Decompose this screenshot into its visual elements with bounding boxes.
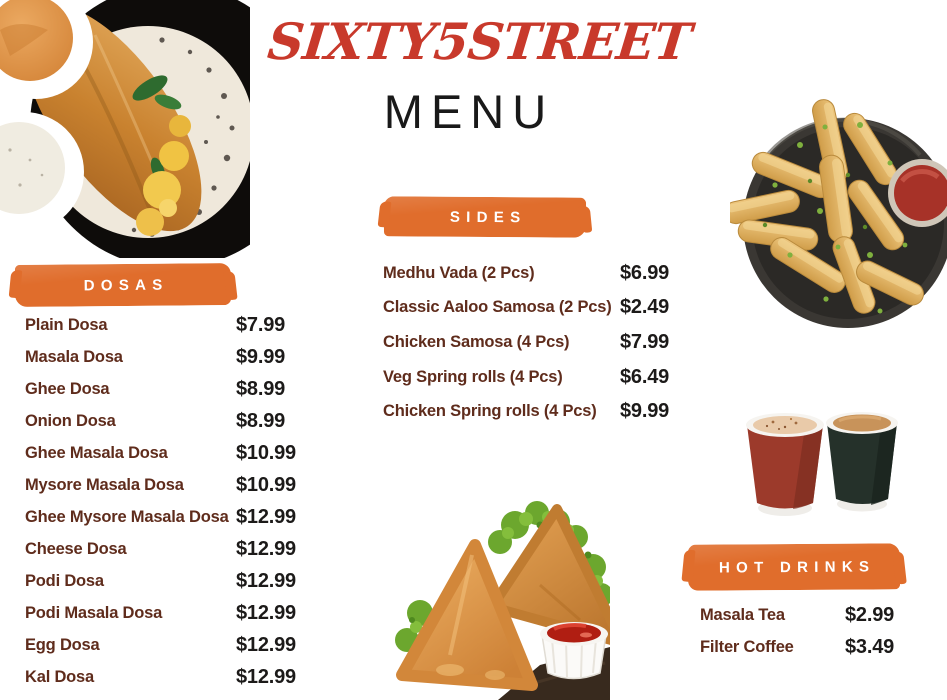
item-price: $12.99 xyxy=(236,633,296,656)
menu-item-row xyxy=(25,565,296,597)
menu-item-row xyxy=(383,360,669,395)
item-price: $12.99 xyxy=(236,601,296,624)
menu-item-row xyxy=(25,373,296,405)
menu-item-row xyxy=(700,631,894,663)
item-price: $10.99 xyxy=(236,441,296,464)
item-price: $8.99 xyxy=(236,409,286,432)
menu-item-row xyxy=(25,533,296,565)
menu-item-row xyxy=(25,309,296,341)
item-name: Ghee Dosa xyxy=(25,379,110,398)
item-name: Mysore Masala Dosa xyxy=(25,475,184,494)
brand-title: SIXTY5STREET xyxy=(264,12,694,71)
section-title-dosas: DOSAS xyxy=(83,276,169,294)
item-name: Podi Masala Dosa xyxy=(25,603,163,622)
item-name: Masala Dosa xyxy=(25,347,123,366)
item-name: Podi Dosa xyxy=(25,571,104,590)
item-price: $2.99 xyxy=(845,603,895,626)
item-price: $12.99 xyxy=(236,665,296,688)
item-name: Classic Aaloo Samosa (2 Pcs) xyxy=(383,298,612,317)
menu-item-row xyxy=(25,661,296,693)
item-price: $3.49 xyxy=(845,635,895,658)
item-name: Masala Tea xyxy=(700,605,785,624)
menu-item-row xyxy=(25,597,296,629)
ketchup-ramekin xyxy=(540,622,608,679)
menu-item-row xyxy=(25,341,296,373)
section-title-hot-drinks: HOT DRINKS xyxy=(718,557,876,577)
menu-item-row xyxy=(700,599,894,631)
section-title-sides: SIDES xyxy=(449,208,527,226)
item-price: $12.99 xyxy=(236,505,296,528)
item-price: $12.99 xyxy=(236,537,296,560)
item-name: Veg Spring rolls (4 Pcs) xyxy=(383,367,563,386)
item-name: Egg Dosa xyxy=(25,635,100,654)
spring-rolls-photo xyxy=(730,85,947,345)
item-price: $9.99 xyxy=(620,400,670,423)
item-name: Medhu Vada (2 Pcs) xyxy=(383,263,535,282)
menu-item-row xyxy=(383,291,669,326)
item-price: $6.49 xyxy=(620,365,670,388)
item-name: Ghee Mysore Masala Dosa xyxy=(25,507,229,526)
dosas-list xyxy=(25,309,296,693)
masala-tea-cup xyxy=(746,413,824,516)
item-price: $8.99 xyxy=(236,377,286,400)
menu-item-row xyxy=(383,256,669,291)
hot-drinks-photo xyxy=(735,395,900,520)
section-banner-dosas xyxy=(15,263,231,307)
sides-list xyxy=(383,256,669,429)
item-price: $7.99 xyxy=(236,313,286,336)
menu-item-row xyxy=(383,325,669,360)
menu-item-row xyxy=(383,394,669,429)
item-price: $7.99 xyxy=(620,330,670,353)
item-name: Onion Dosa xyxy=(25,411,116,430)
menu-item-row xyxy=(25,469,296,501)
hot-drinks-list xyxy=(700,599,894,663)
menu-title: MENU xyxy=(383,85,555,138)
item-name: Chicken Samosa (4 Pcs) xyxy=(383,332,570,351)
item-name: Chicken Spring rolls (4 Pcs) xyxy=(383,402,597,421)
item-name: Ghee Masala Dosa xyxy=(25,443,168,462)
item-name: Kal Dosa xyxy=(25,667,95,686)
item-name: Plain Dosa xyxy=(25,315,108,334)
section-banner-sides xyxy=(384,196,586,237)
item-name: Filter Coffee xyxy=(700,637,794,656)
menu-item-row xyxy=(25,629,296,661)
item-price: $9.99 xyxy=(236,345,286,368)
item-name: Cheese Dosa xyxy=(25,539,127,558)
item-price: $2.49 xyxy=(620,296,670,319)
samosa-photo xyxy=(390,495,610,700)
menu-item-row xyxy=(25,437,296,469)
menu-item-row xyxy=(25,405,296,437)
dosa-photo xyxy=(0,0,250,258)
item-price: $10.99 xyxy=(236,473,296,496)
section-banner-hot-drinks xyxy=(688,543,900,590)
item-price: $6.99 xyxy=(620,261,670,284)
filter-coffee-cup xyxy=(826,412,898,512)
item-price: $12.99 xyxy=(236,569,296,592)
menu-item-row xyxy=(25,501,296,533)
